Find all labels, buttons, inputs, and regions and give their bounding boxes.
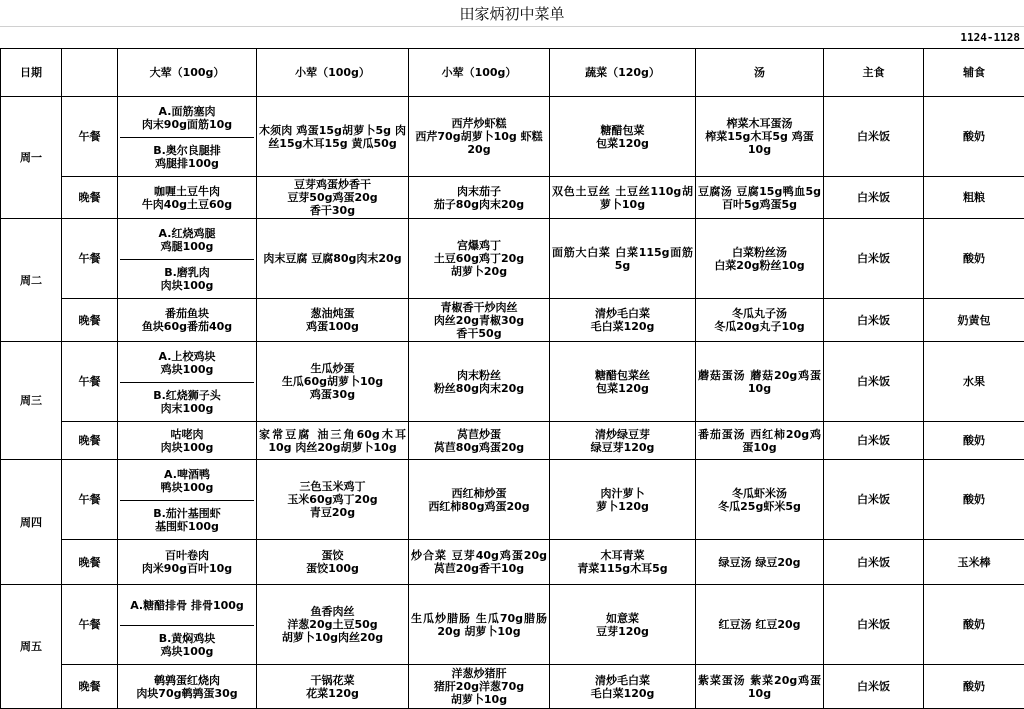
small-meat-2-text: 肉末茄子 茄子80g肉末20g <box>434 185 524 211</box>
big-meat-option: B.茄汁基围虾 基围虾100g <box>120 500 254 538</box>
small-meat-1-cell <box>257 665 409 709</box>
staple-cell <box>824 460 924 540</box>
staple-text: 白米饭 <box>857 618 890 631</box>
meal-cell: 晚餐 <box>62 665 118 709</box>
side-text: 酸奶 <box>963 130 985 143</box>
soup-text: 紫菜蛋汤 紫菜20g鸡蛋10g <box>698 674 821 700</box>
side-cell <box>924 665 1024 709</box>
vegetable-cell <box>550 540 696 585</box>
staple-cell <box>824 540 924 585</box>
side-cell <box>924 219 1024 299</box>
soup-text: 红豆汤 红豆20g <box>718 618 800 631</box>
soup-text: 番茄蛋汤 西红柿20g鸡蛋10g <box>698 428 821 454</box>
staple-cell <box>824 585 924 665</box>
small-meat-1-cell <box>257 97 409 177</box>
soup-text: 冬瓜虾米汤 冬瓜25g虾米5g <box>718 487 801 513</box>
small-meat-1-text: 家常豆腐 油三角60g木耳10g 肉丝20g胡萝卜10g <box>259 428 406 454</box>
side-cell <box>924 299 1024 342</box>
small-meat-1-cell <box>257 585 409 665</box>
small-meat-1-cell <box>257 299 409 342</box>
small-meat-1-cell <box>257 460 409 540</box>
header-cell: 汤 <box>696 49 824 97</box>
menu-table <box>0 48 1024 709</box>
staple-text: 白米饭 <box>857 252 890 265</box>
menu-row <box>1 460 1024 540</box>
small-meat-2-cell <box>409 219 550 299</box>
staple-text: 白米饭 <box>857 680 890 693</box>
small-meat-2-cell <box>409 342 550 422</box>
big-meat-cell <box>118 422 257 460</box>
side-text: 玉米棒 <box>958 556 991 569</box>
header-cell: 主食 <box>824 49 924 97</box>
staple-cell <box>824 299 924 342</box>
big-meat-option: 咕咾肉 肉块100g <box>161 428 214 454</box>
soup-cell <box>696 460 824 540</box>
big-meat-option: 百叶卷肉 肉米90g百叶10g <box>142 549 232 575</box>
big-meat-cell <box>118 177 257 219</box>
header-cell: 小荤（100g） <box>409 49 550 97</box>
vegetable-cell <box>550 219 696 299</box>
big-meat-cell <box>118 342 257 422</box>
big-meat-option: 番茄鱼块 鱼块60g番茄40g <box>142 307 232 333</box>
soup-text: 豆腐汤 豆腐15g鸭血5g 百叶5g鸡蛋5g <box>698 185 821 211</box>
small-meat-2-text: 宫爆鸡丁 土豆60g鸡丁20g 胡萝卜20g <box>434 239 524 278</box>
big-meat-option: A.啤酒鸭 鸭块100g <box>120 461 254 500</box>
staple-cell <box>824 342 924 422</box>
date-range: 1124-1128 <box>960 29 1020 47</box>
small-meat-1-text: 鱼香肉丝 洋葱20g土豆50g 胡萝卜10g肉丝20g <box>282 605 383 644</box>
vegetable-text: 肉汁萝卜 萝卜120g <box>596 487 649 513</box>
meal-cell: 晚餐 <box>62 540 118 585</box>
meal-cell: 晚餐 <box>62 422 118 460</box>
small-meat-2-text: 肉末粉丝 粉丝80g肉末20g <box>434 369 524 395</box>
small-meat-2-text: 生瓜炒腊肠 生瓜70g腊肠20g 胡萝卜10g <box>411 612 547 638</box>
side-text: 酸奶 <box>963 618 985 631</box>
small-meat-1-cell <box>257 342 409 422</box>
side-cell <box>924 422 1024 460</box>
header-row <box>1 49 1024 97</box>
small-meat-1-text: 肉末豆腐 豆腐80g肉末20g <box>263 252 401 265</box>
big-meat-option: 鹌鹑蛋红烧肉 肉块70g鹌鹑蛋30g <box>136 674 237 700</box>
soup-text: 榨菜木耳蛋汤 榨菜15g木耳5g 鸡蛋10g <box>705 117 814 156</box>
day-cell: 周二 <box>1 219 62 342</box>
soup-cell <box>696 177 824 219</box>
staple-text: 白米饭 <box>857 434 890 447</box>
side-cell <box>924 177 1024 219</box>
menu-title: 田家炳初中菜单 <box>0 0 1024 26</box>
soup-text: 白菜粉丝汤 白菜20g粉丝10g <box>714 246 804 272</box>
header-cell: 日期 <box>1 49 62 97</box>
soup-text: 冬瓜丸子汤 冬瓜20g丸子10g <box>714 307 804 333</box>
staple-cell <box>824 422 924 460</box>
small-meat-2-cell <box>409 540 550 585</box>
staple-cell <box>824 97 924 177</box>
small-meat-2-text: 莴苣炒蛋 莴苣80g鸡蛋20g <box>434 428 524 454</box>
big-meat-option: A.糖醋排骨 排骨100g <box>120 586 254 625</box>
staple-text: 白米饭 <box>857 191 890 204</box>
small-meat-1-text: 豆芽鸡蛋炒香干 豆芽50g鸡蛋20g 香干30g <box>287 178 377 217</box>
menu-row <box>1 299 1024 342</box>
soup-text: 绿豆汤 绿豆20g <box>718 556 800 569</box>
vegetable-text: 清炒毛白菜 毛白菜120g <box>591 674 655 700</box>
menu-row <box>1 665 1024 709</box>
vegetable-cell <box>550 299 696 342</box>
big-meat-cell <box>118 97 257 177</box>
small-meat-1-text: 三色玉米鸡丁 玉米60g鸡丁20g 青豆20g <box>287 480 377 519</box>
soup-cell <box>696 219 824 299</box>
header-cell <box>62 49 118 97</box>
header-cell: 蔬菜（120g） <box>550 49 696 97</box>
small-meat-2-text: 西芹炒虾糕 西芹70g胡萝卜10g 虾糕20g <box>415 117 542 156</box>
big-meat-cell <box>118 460 257 540</box>
soup-text: 蘑菇蛋汤 蘑菇20g鸡蛋10g <box>698 369 821 395</box>
day-cell: 周一 <box>1 97 62 219</box>
side-text: 粗粮 <box>963 191 985 204</box>
meal-cell: 午餐 <box>62 585 118 665</box>
big-meat-cell <box>118 665 257 709</box>
staple-text: 白米饭 <box>857 130 890 143</box>
vegetable-cell <box>550 422 696 460</box>
small-meat-2-cell <box>409 97 550 177</box>
menu-row <box>1 585 1024 665</box>
big-meat-option: B.红烧狮子头 肉末100g <box>120 382 254 420</box>
meal-cell: 晚餐 <box>62 177 118 219</box>
menu-row <box>1 219 1024 299</box>
side-cell <box>924 97 1024 177</box>
vegetable-cell <box>550 665 696 709</box>
menu-row <box>1 540 1024 585</box>
big-meat-cell <box>118 585 257 665</box>
soup-cell <box>696 665 824 709</box>
side-cell <box>924 585 1024 665</box>
staple-cell <box>824 177 924 219</box>
vegetable-text: 如意菜 豆芽120g <box>596 612 649 638</box>
vegetable-text: 面筋大白菜 白菜115g面筋5g <box>552 246 693 272</box>
staple-text: 白米饭 <box>857 314 890 327</box>
small-meat-1-text: 葱油炖蛋 鸡蛋100g <box>306 307 359 333</box>
big-meat-option: A.上校鸡块 鸡块100g <box>120 343 254 382</box>
small-meat-1-cell <box>257 177 409 219</box>
vegetable-text: 清炒绿豆芽 绿豆芽120g <box>591 428 655 454</box>
big-meat-option: B.黄焖鸡块 鸡块100g <box>120 625 254 663</box>
big-meat-cell <box>118 299 257 342</box>
small-meat-1-text: 生瓜炒蛋 生瓜60g胡萝卜10g 鸡蛋30g <box>282 362 383 401</box>
vegetable-cell <box>550 97 696 177</box>
meal-cell: 午餐 <box>62 219 118 299</box>
side-cell <box>924 342 1024 422</box>
menu-row <box>1 342 1024 422</box>
meal-cell: 晚餐 <box>62 299 118 342</box>
staple-cell <box>824 665 924 709</box>
vegetable-cell <box>550 585 696 665</box>
soup-cell <box>696 540 824 585</box>
soup-cell <box>696 585 824 665</box>
small-meat-1-cell <box>257 219 409 299</box>
big-meat-option: A.面筋塞肉 肉末90g面筋10g <box>120 98 254 137</box>
small-meat-2-text: 炒合菜 豆芽40g鸡蛋20g 莴苣20g香干10g <box>411 549 547 575</box>
header-cell: 大荤（100g） <box>118 49 257 97</box>
small-meat-2-text: 西红柿炒蛋 西红柿80g鸡蛋20g <box>428 487 529 513</box>
small-meat-1-cell <box>257 422 409 460</box>
small-meat-2-cell <box>409 299 550 342</box>
side-text: 水果 <box>963 375 985 388</box>
big-meat-cell <box>118 540 257 585</box>
menu-row <box>1 177 1024 219</box>
big-meat-option: B.奥尔良腿排 鸡腿排100g <box>120 137 254 175</box>
soup-cell <box>696 342 824 422</box>
small-meat-2-text: 青椒香干炒肉丝 肉丝20g青椒30g 香干50g <box>434 301 524 340</box>
side-text: 酸奶 <box>963 434 985 447</box>
big-meat-option: B.磨乳肉 肉块100g <box>120 259 254 297</box>
day-cell: 周四 <box>1 460 62 585</box>
small-meat-1-text: 干锅花菜 花菜120g <box>306 674 359 700</box>
vegetable-text: 清炒毛白菜 毛白菜120g <box>591 307 655 333</box>
day-cell: 周五 <box>1 585 62 709</box>
small-meat-2-cell <box>409 460 550 540</box>
menu-row <box>1 97 1024 177</box>
vegetable-text: 双色土豆丝 土豆丝110g胡萝卜10g <box>552 185 693 211</box>
side-text: 酸奶 <box>963 680 985 693</box>
staple-text: 白米饭 <box>857 556 890 569</box>
day-cell: 周三 <box>1 342 62 460</box>
vegetable-cell <box>550 342 696 422</box>
vegetable-cell <box>550 177 696 219</box>
soup-cell <box>696 422 824 460</box>
big-meat-option: 咖喱土豆牛肉 牛肉40g土豆60g <box>142 185 232 211</box>
small-meat-1-text: 木须肉 鸡蛋15g胡萝卜5g 肉丝15g木耳15g 黄瓜50g <box>259 124 406 150</box>
vegetable-text: 糖醋包菜丝 包菜120g <box>595 369 650 395</box>
vegetable-text: 糖醋包菜 包菜120g <box>596 124 649 150</box>
menu-row <box>1 422 1024 460</box>
meal-cell: 午餐 <box>62 342 118 422</box>
small-meat-2-text: 洋葱炒猪肝 猪肝20g洋葱70g 胡萝卜10g <box>434 667 524 706</box>
header-cell: 小荤（100g） <box>257 49 409 97</box>
vegetable-text: 木耳青菜 青菜115g木耳5g <box>577 549 667 575</box>
staple-cell <box>824 219 924 299</box>
vegetable-cell <box>550 460 696 540</box>
small-meat-1-cell <box>257 540 409 585</box>
soup-cell <box>696 299 824 342</box>
big-meat-cell <box>118 219 257 299</box>
small-meat-2-cell <box>409 665 550 709</box>
small-meat-2-cell <box>409 177 550 219</box>
side-text: 酸奶 <box>963 252 985 265</box>
side-text: 酸奶 <box>963 493 985 506</box>
soup-cell <box>696 97 824 177</box>
big-meat-option: A.红烧鸡腿 鸡腿100g <box>120 220 254 259</box>
meal-cell: 午餐 <box>62 460 118 540</box>
side-cell <box>924 460 1024 540</box>
side-text: 奶黄包 <box>958 314 991 327</box>
small-meat-2-cell <box>409 585 550 665</box>
small-meat-1-text: 蛋饺 蛋饺100g <box>306 549 359 575</box>
meal-cell: 午餐 <box>62 97 118 177</box>
side-cell <box>924 540 1024 585</box>
header-cell: 辅食 <box>924 49 1024 97</box>
staple-text: 白米饭 <box>857 493 890 506</box>
small-meat-2-cell <box>409 422 550 460</box>
staple-text: 白米饭 <box>857 375 890 388</box>
